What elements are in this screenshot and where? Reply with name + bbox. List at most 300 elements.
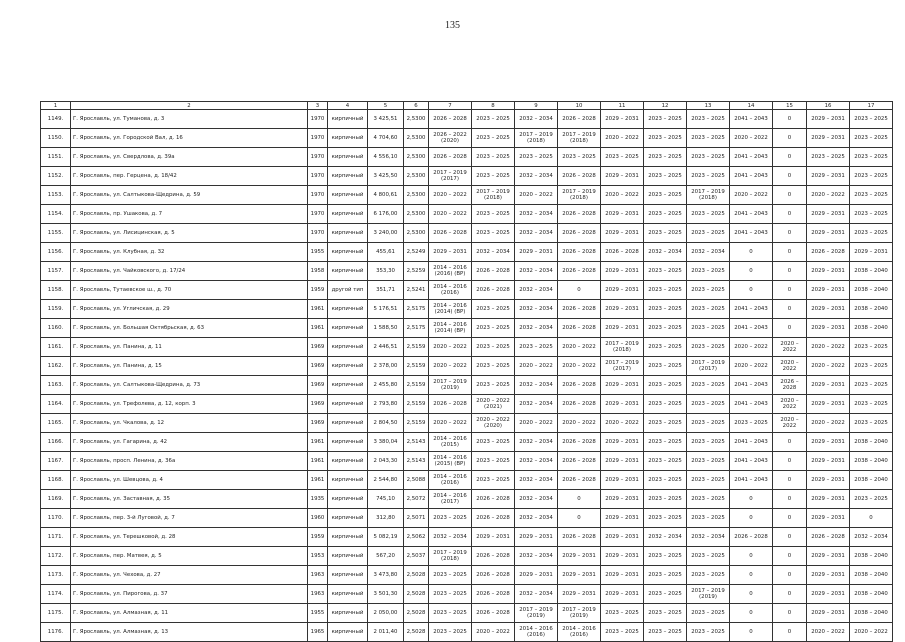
table-cell: 2026 – 2028 xyxy=(558,110,601,129)
table-cell: 2038 – 2040 xyxy=(850,433,893,452)
address-cell: Г. Ярославль, ул. Чкалова, д. 12 xyxy=(71,414,308,433)
table-cell: 0 xyxy=(773,300,807,319)
table-cell: 2023 – 2025 xyxy=(644,224,687,243)
table-cell: 2029 – 2031 xyxy=(601,376,644,395)
table-cell: 2014 – 2016 (2016) xyxy=(429,281,472,300)
address-cell: Г. Ярославль, ул. Алмазная, д. 13 xyxy=(71,623,308,642)
table-cell: 1970 xyxy=(308,205,328,224)
table-cell: 745,10 xyxy=(368,490,404,509)
address-cell: Г. Ярославль, ул. Трефолева, д. 12, корп. 3 xyxy=(71,395,308,414)
table-cell: 2020 – 2022 xyxy=(429,205,472,224)
table-cell: 2026 – 2028 xyxy=(601,243,644,262)
table-cell: 2023 – 2025 xyxy=(429,604,472,623)
table-cell: 2 011,40 xyxy=(368,623,404,642)
table-cell: 2026 – 2028 xyxy=(429,148,472,167)
table-cell: 2023 – 2025 xyxy=(687,433,730,452)
table-cell: 2029 – 2031 xyxy=(601,262,644,281)
table-cell: 2,5159 xyxy=(404,395,429,414)
table-cell: 2023 – 2025 xyxy=(644,376,687,395)
table-cell: 2038 – 2040 xyxy=(850,319,893,338)
table-cell: 0 xyxy=(773,452,807,471)
table-cell: 0 xyxy=(730,547,773,566)
table-cell: 0 xyxy=(730,604,773,623)
table-cell: 2032 – 2034 xyxy=(515,490,558,509)
table-cell: 1959 xyxy=(308,528,328,547)
table-cell: 2,5300 xyxy=(404,129,429,148)
table-cell: 2029 – 2031 xyxy=(515,243,558,262)
table-cell: 2023 – 2025 xyxy=(644,452,687,471)
header-cell: 12 xyxy=(644,102,687,110)
table-cell: 3 425,50 xyxy=(368,167,404,186)
table-cell: 2023 – 2025 xyxy=(644,566,687,585)
table-cell: кирпичный xyxy=(328,376,368,395)
table-cell: кирпичный xyxy=(328,205,368,224)
table-cell: 1969 xyxy=(308,414,328,433)
table-cell: 2014 – 2016 (2016) (ВР) xyxy=(429,262,472,281)
table-cell: 1156. xyxy=(41,243,71,262)
header-cell: 9 xyxy=(515,102,558,110)
header-cell: 7 xyxy=(429,102,472,110)
table-cell: 1158. xyxy=(41,281,71,300)
table-cell: 2020 – 2022 xyxy=(730,129,773,148)
address-cell: Г. Ярославль, пер. Герцена, д. 18/42 xyxy=(71,167,308,186)
table-cell: 2017 – 2019 (2017) xyxy=(687,357,730,376)
table-cell: 2023 – 2025 xyxy=(472,300,515,319)
table-cell: кирпичный xyxy=(328,490,368,509)
table-cell: 1175. xyxy=(41,604,71,623)
table-cell: 2,5159 xyxy=(404,338,429,357)
table-cell: 2023 – 2025 xyxy=(850,357,893,376)
table-row xyxy=(41,319,893,338)
table-cell: 2,5300 xyxy=(404,167,429,186)
table-cell: 2029 – 2031 xyxy=(807,395,850,414)
table-cell: 2032 – 2034 xyxy=(515,395,558,414)
table-cell: 2014 – 2016 (2014) (ВР) xyxy=(429,300,472,319)
table-cell: 0 xyxy=(773,186,807,205)
table-cell: 2020 – 2022 xyxy=(773,414,807,433)
table-cell: кирпичный xyxy=(328,433,368,452)
header-cell: 10 xyxy=(558,102,601,110)
table-cell: 2032 – 2034 xyxy=(850,528,893,547)
table-cell: 1159. xyxy=(41,300,71,319)
table-cell: 2023 – 2025 xyxy=(850,338,893,357)
table-cell: 2023 – 2025 xyxy=(687,566,730,585)
table-cell: 2020 – 2022 xyxy=(807,357,850,376)
table-cell: 2029 – 2031 xyxy=(601,319,644,338)
table-cell: 2020 – 2022 xyxy=(515,414,558,433)
table-row xyxy=(41,604,893,623)
table-cell: 2029 – 2031 xyxy=(558,566,601,585)
address-cell: Г. Ярославль, ул. Терешковой, д. 28 xyxy=(71,528,308,547)
table-cell: 2023 – 2025 xyxy=(687,110,730,129)
table-cell: 2020 – 2022 xyxy=(807,338,850,357)
header-cell: 11 xyxy=(601,102,644,110)
address-cell: Г. Ярославль, ул. Клубная, д. 32 xyxy=(71,243,308,262)
table-cell: кирпичный xyxy=(328,509,368,528)
table-cell: 1161. xyxy=(41,338,71,357)
table-cell: 1970 xyxy=(308,129,328,148)
table-cell: 2020 – 2022 xyxy=(558,338,601,357)
table-cell: 0 xyxy=(773,319,807,338)
table-cell: 2020 – 2022 xyxy=(850,623,893,642)
table-cell: 2023 – 2025 xyxy=(687,509,730,528)
table-cell: 1153. xyxy=(41,186,71,205)
table-cell: 2029 – 2031 xyxy=(807,110,850,129)
header-cell: 17 xyxy=(850,102,893,110)
table-cell: 2023 – 2025 xyxy=(472,167,515,186)
table-cell: 2029 – 2031 xyxy=(807,262,850,281)
table-cell: 2023 – 2025 xyxy=(601,623,644,642)
header-cell: 2 xyxy=(71,102,308,110)
table-cell: 2029 – 2031 xyxy=(807,471,850,490)
table-cell: 2029 – 2031 xyxy=(807,547,850,566)
table-cell: 0 xyxy=(773,471,807,490)
table-cell: 2023 – 2025 xyxy=(730,414,773,433)
table-cell: 2029 – 2031 xyxy=(601,224,644,243)
address-cell: Г. Ярославль, ул. Большая Октябрьская, д. 63 xyxy=(71,319,308,338)
table-cell: 2029 – 2031 xyxy=(601,433,644,452)
table-cell: 2038 – 2040 xyxy=(850,452,893,471)
header-cell: 14 xyxy=(730,102,773,110)
table-cell: кирпичный xyxy=(328,319,368,338)
table-cell: 2,5300 xyxy=(404,224,429,243)
table-cell: 1969 xyxy=(308,357,328,376)
table-cell: 0 xyxy=(773,528,807,547)
table-cell: 0 xyxy=(773,433,807,452)
table-cell: 2023 – 2025 xyxy=(472,110,515,129)
table-cell: 2029 – 2031 xyxy=(807,490,850,509)
table-cell: 2023 – 2025 xyxy=(850,186,893,205)
table-cell: 1961 xyxy=(308,300,328,319)
table-cell: 2023 – 2025 xyxy=(687,338,730,357)
table-cell: 2020 – 2022 xyxy=(730,186,773,205)
table-cell: 3 473,80 xyxy=(368,566,404,585)
table-cell: 1955 xyxy=(308,243,328,262)
address-cell: Г. Ярославль, ул. Салтыкова-Щедрина, д. 73 xyxy=(71,376,308,395)
table-cell: 2026 – 2028 xyxy=(558,433,601,452)
table-cell: 0 xyxy=(773,205,807,224)
table-cell: 2032 – 2034 xyxy=(515,110,558,129)
table-cell: 1960 xyxy=(308,509,328,528)
table-cell: 2041 – 2043 xyxy=(730,376,773,395)
table-cell: кирпичный xyxy=(328,167,368,186)
table-cell: 2041 – 2043 xyxy=(730,148,773,167)
address-cell: Г. Ярославль, ул. Пирогова, д. 37 xyxy=(71,585,308,604)
table-cell: 2026 – 2028 xyxy=(472,604,515,623)
table-cell: кирпичный xyxy=(328,186,368,205)
address-cell: Г. Ярославль, ул. Гагарина, д. 42 xyxy=(71,433,308,452)
table-cell: 2020 – 2022 xyxy=(601,414,644,433)
address-cell: Г. Ярославль, ул. Салтыкова-Щедрина, д. 59 xyxy=(71,186,308,205)
address-cell: Г. Ярославль, ул. Панина, д. 15 xyxy=(71,357,308,376)
table-cell: 2029 – 2031 xyxy=(558,585,601,604)
table-cell: 2023 – 2025 xyxy=(807,148,850,167)
table-cell: 2017 – 2019 (2019) xyxy=(558,604,601,623)
table-cell: 2026 – 2028 xyxy=(773,376,807,395)
table-row xyxy=(41,433,893,452)
table-cell: 2023 – 2025 xyxy=(558,148,601,167)
table-cell: 2029 – 2031 xyxy=(807,319,850,338)
table-cell: 2017 – 2019 (2018) xyxy=(558,186,601,205)
table-cell: кирпичный xyxy=(328,623,368,642)
table-cell: 2026 – 2028 xyxy=(558,319,601,338)
table-cell: 0 xyxy=(730,585,773,604)
table-cell: 2,5143 xyxy=(404,452,429,471)
table-cell: 2,5159 xyxy=(404,376,429,395)
table-cell: 2026 – 2028 xyxy=(558,243,601,262)
table-cell: кирпичный xyxy=(328,528,368,547)
table-cell: 2023 – 2025 xyxy=(687,300,730,319)
table-cell: 2032 – 2034 xyxy=(515,319,558,338)
header-cell: 16 xyxy=(807,102,850,110)
header-cell: 8 xyxy=(472,102,515,110)
table-cell: 2023 – 2025 xyxy=(687,319,730,338)
data-table xyxy=(40,101,893,642)
table-cell: 2029 – 2031 xyxy=(807,129,850,148)
table-cell: 1969 xyxy=(308,395,328,414)
table-cell: 2023 – 2025 xyxy=(687,148,730,167)
table-cell: 2017 – 2019 (2019) xyxy=(687,585,730,604)
table-cell: 2023 – 2025 xyxy=(850,395,893,414)
table-cell: 2029 – 2031 xyxy=(601,281,644,300)
table-cell: 2014 – 2016 (2015) xyxy=(429,433,472,452)
table-cell: 2026 – 2028 xyxy=(472,509,515,528)
table-cell: 2023 – 2025 xyxy=(644,186,687,205)
table-cell: 2,5028 xyxy=(404,623,429,642)
table-cell: 2023 – 2025 xyxy=(644,281,687,300)
table-cell: 2017 – 2019 (2019) xyxy=(515,604,558,623)
table-row xyxy=(41,338,893,357)
table-cell: 0 xyxy=(850,509,893,528)
table-cell: кирпичный xyxy=(328,414,368,433)
table-row xyxy=(41,471,893,490)
table-cell: 0 xyxy=(558,281,601,300)
table-cell: кирпичный xyxy=(328,300,368,319)
table-cell: 2023 – 2025 xyxy=(644,129,687,148)
table-cell: 2032 – 2034 xyxy=(515,585,558,604)
table-cell: 2029 – 2031 xyxy=(429,243,472,262)
table-cell: 2023 – 2025 xyxy=(644,623,687,642)
table-cell: 2023 – 2025 xyxy=(472,319,515,338)
table-cell: кирпичный xyxy=(328,604,368,623)
table-cell: 2,5071 xyxy=(404,509,429,528)
table-cell: 2023 – 2025 xyxy=(472,452,515,471)
table-cell: 2029 – 2031 xyxy=(601,300,644,319)
address-cell: Г. Ярославль, ул. Свердлова, д. 39а xyxy=(71,148,308,167)
table-cell: 1959 xyxy=(308,281,328,300)
table-cell: 1963 xyxy=(308,566,328,585)
table-cell: 0 xyxy=(730,281,773,300)
table-cell: 2032 – 2034 xyxy=(687,243,730,262)
table-cell: 1173. xyxy=(41,566,71,585)
table-cell: 2,5300 xyxy=(404,186,429,205)
data-table-container xyxy=(40,101,893,642)
table-cell: 2029 – 2031 xyxy=(472,528,515,547)
table-cell: 2020 – 2022 xyxy=(558,414,601,433)
table-cell: 0 xyxy=(730,623,773,642)
table-cell: 2017 – 2019 (2018) xyxy=(687,186,730,205)
header-row xyxy=(41,102,893,110)
page-number: 135 xyxy=(445,20,460,31)
table-cell: 2023 – 2025 xyxy=(644,433,687,452)
table-cell: 2023 – 2025 xyxy=(644,414,687,433)
table-cell: кирпичный xyxy=(328,148,368,167)
table-cell: 4 704,60 xyxy=(368,129,404,148)
table-cell: 1970 xyxy=(308,110,328,129)
table-cell: 1152. xyxy=(41,167,71,186)
table-cell: 2023 – 2025 xyxy=(687,224,730,243)
table-cell: 0 xyxy=(773,585,807,604)
table-row xyxy=(41,186,893,205)
table-row xyxy=(41,110,893,129)
table-cell: 2023 – 2025 xyxy=(644,547,687,566)
table-cell: 0 xyxy=(773,262,807,281)
table-cell: 2014 – 2016 (2015) (ВР) xyxy=(429,452,472,471)
table-cell: 1961 xyxy=(308,471,328,490)
table-cell: 2023 – 2025 xyxy=(687,376,730,395)
table-cell: 0 xyxy=(730,566,773,585)
table-cell: 2014 – 2016 (2016) xyxy=(429,471,472,490)
table-cell: 2023 – 2025 xyxy=(472,205,515,224)
table-cell: 1160. xyxy=(41,319,71,338)
table-cell: 2029 – 2031 xyxy=(807,566,850,585)
table-cell: 2020 – 2022 (2021) xyxy=(472,395,515,414)
table-cell: 1171. xyxy=(41,528,71,547)
table-cell: 0 xyxy=(773,243,807,262)
table-cell: 0 xyxy=(773,281,807,300)
table-cell: 2023 – 2025 xyxy=(472,129,515,148)
table-cell: 567,20 xyxy=(368,547,404,566)
table-cell: 2023 – 2025 xyxy=(644,490,687,509)
table-row xyxy=(41,623,893,642)
table-cell: кирпичный xyxy=(328,110,368,129)
table-cell: 2017 – 2019 (2017) xyxy=(601,357,644,376)
table-cell: 4 556,10 xyxy=(368,148,404,167)
table-cell: 2023 – 2025 xyxy=(472,148,515,167)
table-cell: 2029 – 2031 xyxy=(601,452,644,471)
table-cell: 2029 – 2031 xyxy=(807,585,850,604)
header-cell: 3 xyxy=(308,102,328,110)
table-cell: 1157. xyxy=(41,262,71,281)
table-cell: 1168. xyxy=(41,471,71,490)
table-cell: 2026 – 2028 xyxy=(472,566,515,585)
table-cell: 2038 – 2040 xyxy=(850,547,893,566)
table-cell: 2017 – 2019 (2018) xyxy=(472,186,515,205)
table-cell: 2 544,80 xyxy=(368,471,404,490)
table-cell: 2029 – 2031 xyxy=(807,604,850,623)
table-cell: 1154. xyxy=(41,205,71,224)
table-cell: 353,30 xyxy=(368,262,404,281)
header-cell: 1 xyxy=(41,102,71,110)
table-cell: 2029 – 2031 xyxy=(601,509,644,528)
address-cell: Г. Ярославль, ул. Панина, д. 11 xyxy=(71,338,308,357)
table-cell: кирпичный xyxy=(328,357,368,376)
table-cell: 2023 – 2025 xyxy=(850,414,893,433)
header-cell: 15 xyxy=(773,102,807,110)
table-cell: 2041 – 2043 xyxy=(730,452,773,471)
table-row xyxy=(41,528,893,547)
table-cell: 6 176,00 xyxy=(368,205,404,224)
table-row xyxy=(41,148,893,167)
table-cell: 2023 – 2025 xyxy=(850,167,893,186)
table-cell: 2026 – 2028 xyxy=(472,281,515,300)
table-cell: 2023 – 2025 xyxy=(601,148,644,167)
table-cell: 2029 – 2031 xyxy=(807,205,850,224)
table-cell: 2029 – 2031 xyxy=(558,547,601,566)
table-cell: кирпичный xyxy=(328,452,368,471)
table-cell: 2014 – 2016 (2016) xyxy=(558,623,601,642)
table-cell: 2023 – 2025 xyxy=(644,585,687,604)
table-cell: 2017 – 2019 (2018) xyxy=(601,338,644,357)
address-cell: Г. Ярославль, ул. Заставная, д. 35 xyxy=(71,490,308,509)
header-cell: 5 xyxy=(368,102,404,110)
table-cell: 2017 – 2019 (2018) xyxy=(429,547,472,566)
table-cell: 2023 – 2025 xyxy=(687,623,730,642)
table-cell: 2026 – 2028 xyxy=(558,395,601,414)
table-cell: 2023 – 2025 xyxy=(644,338,687,357)
table-cell: 5 082,19 xyxy=(368,528,404,547)
table-cell: 2041 – 2043 xyxy=(730,167,773,186)
table-cell: 2,5159 xyxy=(404,357,429,376)
address-cell: Г. Ярославль, ул. Туманова, д. 3 xyxy=(71,110,308,129)
table-cell: 2029 – 2031 xyxy=(601,167,644,186)
table-cell: 1164. xyxy=(41,395,71,414)
table-cell: 2029 – 2031 xyxy=(807,167,850,186)
table-cell: 2023 – 2025 xyxy=(472,338,515,357)
table-cell: 2023 – 2025 xyxy=(687,471,730,490)
table-cell: кирпичный xyxy=(328,547,368,566)
table-cell: 2038 – 2040 xyxy=(850,262,893,281)
table-cell: кирпичный xyxy=(328,395,368,414)
table-cell: 2020 – 2022 xyxy=(807,623,850,642)
table-cell: 2020 – 2022 xyxy=(429,414,472,433)
address-cell: Г. Ярославль, ул. Лисицинская, д. 5 xyxy=(71,224,308,243)
table-cell: 2038 – 2040 xyxy=(850,566,893,585)
table-cell: 2023 – 2025 xyxy=(850,205,893,224)
table-cell: 2023 – 2025 xyxy=(644,319,687,338)
table-cell: 2026 – 2028 xyxy=(472,585,515,604)
table-cell: 2032 – 2034 xyxy=(515,452,558,471)
table-cell: 2032 – 2034 xyxy=(515,281,558,300)
table-cell: 1961 xyxy=(308,319,328,338)
table-cell: 2023 – 2025 xyxy=(850,224,893,243)
table-cell: 2,5300 xyxy=(404,148,429,167)
table-cell: 2026 – 2028 xyxy=(429,395,472,414)
table-cell: 2023 – 2025 xyxy=(644,357,687,376)
table-cell: 0 xyxy=(773,509,807,528)
table-cell: 1969 xyxy=(308,376,328,395)
table-cell: 0 xyxy=(773,547,807,566)
table-cell: 2038 – 2040 xyxy=(850,585,893,604)
table-cell: 2020 – 2022 xyxy=(429,186,472,205)
table-cell: 1955 xyxy=(308,604,328,623)
table-cell: 2032 – 2034 xyxy=(515,471,558,490)
table-cell: 0 xyxy=(730,262,773,281)
table-cell: 1169. xyxy=(41,490,71,509)
table-cell: 3 380,04 xyxy=(368,433,404,452)
table-cell: 2029 – 2031 xyxy=(601,110,644,129)
table-cell: 2023 – 2025 xyxy=(850,129,893,148)
table-cell: 2023 – 2025 xyxy=(644,604,687,623)
table-cell: 2020 – 2022 xyxy=(515,357,558,376)
table-cell: 2029 – 2031 xyxy=(601,490,644,509)
table-cell: 2029 – 2031 xyxy=(601,566,644,585)
table-cell: 2020 – 2022 xyxy=(472,623,515,642)
table-cell: 2032 – 2034 xyxy=(515,205,558,224)
table-cell: 2023 – 2025 xyxy=(687,205,730,224)
table-cell: 2023 – 2025 xyxy=(644,205,687,224)
table-cell: 2026 – 2028 xyxy=(429,224,472,243)
